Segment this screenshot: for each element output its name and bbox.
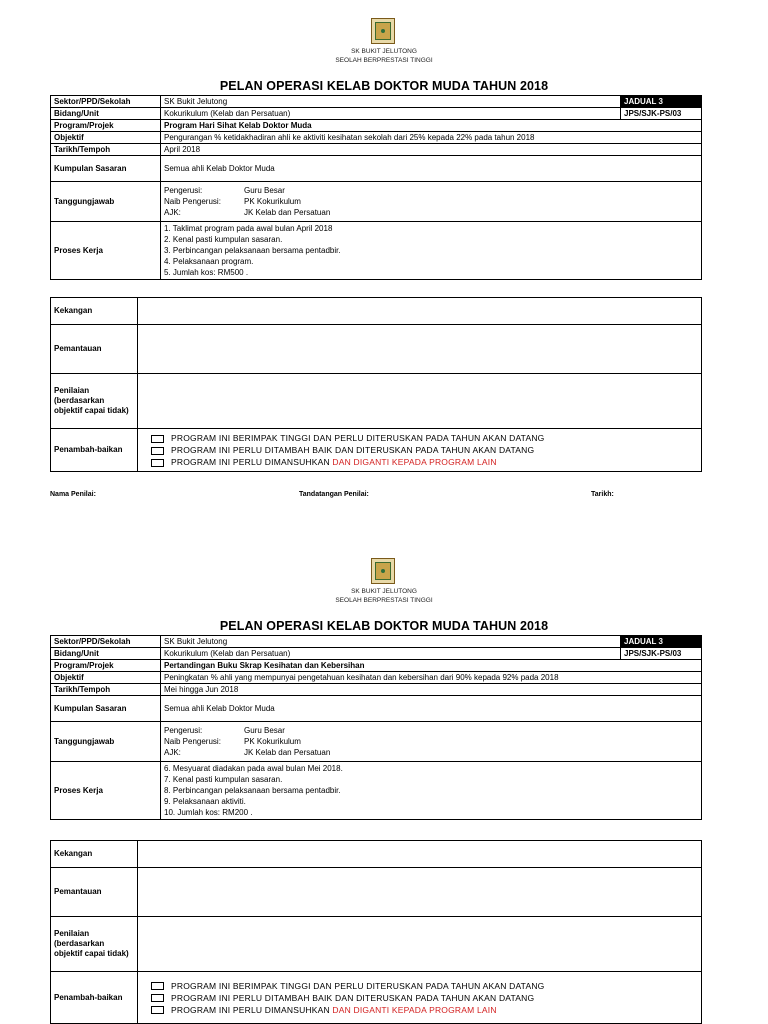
role-value: PK Kokurikulum (244, 197, 301, 206)
label-penilaian: Penilaian (berdasarkan objektif capai tidak) (51, 374, 138, 429)
role-value: PK Kokurikulum (244, 737, 301, 746)
label-objektif: Objektif (51, 132, 161, 144)
label-penilaian: Penilaian (berdasarkan objektif capai tidak) (51, 917, 138, 972)
value-bidang: Kokurikulum (Kelab dan Persatuan) (161, 648, 621, 660)
label-bidang: Bidang/Unit (51, 108, 161, 120)
value-program: Pertandingan Buku Skrap Kesihatan dan Kebersihan (161, 660, 702, 672)
tarikh-label: Tarikh: (591, 491, 614, 498)
proses-step: 1. Taklimat program pada awal bulan April 2018 (164, 224, 333, 233)
school-crest-logo (371, 18, 395, 44)
option-checkbox[interactable] (151, 447, 164, 455)
label-penambahbaikan: Penambah-baikan (51, 972, 138, 1024)
label-program: Program/Projek (51, 120, 161, 132)
option-checkbox[interactable] (151, 982, 164, 990)
value-kumpulan: Semua ahli Kelab Doktor Muda (161, 696, 702, 722)
input-pemantauan[interactable] (138, 868, 702, 917)
option-checkbox[interactable] (151, 1006, 164, 1014)
value-program: Program Hari Sihat Kelab Doktor Muda (161, 120, 702, 132)
label-bidang: Bidang/Unit (51, 648, 161, 660)
label-tarikh: Tarikh/Tempoh (51, 144, 161, 156)
proses-step: 2. Kenal pasti kumpulan sasaran. (164, 235, 283, 244)
role-label: Pengerusi: (164, 726, 203, 735)
option-row (141, 432, 698, 444)
option-label-red: DAN DIGANTI KEPADA PROGRAM LAIN (332, 457, 497, 467)
role-value: Guru Besar (244, 186, 285, 195)
option-label: PROGRAM INI BERIMPAK TINGGI DAN PERLU DITERUSKAN PADA TAHUN AKAN DATANG (171, 433, 545, 443)
proses-step: 7. Kenal pasti kumpulan sasaran. (164, 775, 283, 784)
option-checkbox[interactable] (151, 994, 164, 1002)
option-label: PROGRAM INI PERLU DITAMBAH BAIK DAN DITERUSKAN PADA TAHUN AKAN DATANG (171, 992, 535, 1003)
value-proses (161, 222, 702, 280)
input-kekangan[interactable] (138, 298, 702, 325)
plan-info-table (50, 95, 702, 280)
input-penilaian[interactable] (138, 917, 702, 972)
value-bidang: Kokurikulum (Kelab dan Persatuan) (161, 108, 621, 120)
improvement-options (138, 429, 702, 472)
tandatangan-penilai-label: Tandatangan Penilai: (299, 491, 369, 498)
role-value: Guru Besar (244, 726, 285, 735)
school-motto: SEOLAH BERPRESTASI TINGGI (335, 57, 433, 64)
option-checkbox[interactable] (151, 435, 164, 443)
proses-step: 4. Pelaksanaan program. (164, 257, 254, 266)
label-tanggungjawab: Tanggungjawab (51, 182, 161, 222)
jadual-badge: JADUAL 3 (621, 96, 702, 108)
option-row (141, 992, 698, 1004)
role-label: Naib Pengerusi: (164, 197, 221, 206)
label-kumpulan: Kumpulan Sasaran (51, 156, 161, 182)
proses-step: 9. Pelaksanaan aktiviti. (164, 797, 246, 806)
proses-step: 8. Perbincangan pelaksanaan bersama pentadbir. (164, 786, 341, 795)
label-pemantauan: Pemantauan (51, 325, 138, 374)
value-objektif: Pengurangan % ketidakhadiran ahli ke aktiviti kesihatan sekolah dari 25% kepada 22% pada tahun 2018 (161, 132, 702, 144)
role-value: JK Kelab dan Persatuan (244, 208, 331, 217)
option-label-red: DAN DIGANTI KEPADA PROGRAM LAIN (332, 1004, 497, 1015)
option-label: PROGRAM INI PERLU DIMANSUHKAN (171, 457, 333, 467)
value-sektor: SK Bukit Jelutong (161, 636, 621, 648)
role-label: Naib Pengerusi: (164, 737, 221, 746)
evaluation-table (50, 297, 702, 472)
jadual-badge: JADUAL 3 (621, 636, 702, 648)
option-row (141, 444, 698, 456)
value-objektif: Peningkatan % ahli yang mempunyai pengetahuan kesihatan dan kebersihan dari 90% kepada 92% pada 2018 (161, 672, 702, 684)
label-program: Program/Projek (51, 660, 161, 672)
value-tanggungjawab (161, 722, 702, 762)
value-sektor: SK Bukit Jelutong (161, 96, 621, 108)
value-kumpulan: Semua ahli Kelab Doktor Muda (161, 156, 702, 182)
label-kekangan: Kekangan (51, 841, 138, 868)
label-tarikh: Tarikh/Tempoh (51, 684, 161, 696)
proses-step: 6. Mesyuarat diadakan pada awal bulan Mei 2018. (164, 764, 343, 773)
value-tanggungjawab (161, 182, 702, 222)
label-tanggungjawab: Tanggungjawab (51, 722, 161, 762)
option-row (141, 456, 698, 468)
label-proses: Proses Kerja (51, 222, 161, 280)
page-title: PELAN OPERASI KELAB DOKTOR MUDA TAHUN 2018 (219, 79, 549, 93)
role-label: AJK: (164, 748, 181, 757)
value-tarikh: April 2018 (161, 144, 702, 156)
label-penambahbaikan: Penambah-baikan (51, 429, 138, 472)
option-label: PROGRAM INI PERLU DIMANSUHKAN (171, 1004, 333, 1015)
value-tarikh: Mei hingga Jun 2018 (161, 684, 702, 696)
page-title: PELAN OPERASI KELAB DOKTOR MUDA TAHUN 2018 (219, 619, 549, 633)
school-motto: SEOLAH BERPRESTASI TINGGI (335, 597, 433, 604)
option-checkbox[interactable] (151, 459, 164, 467)
option-label: PROGRAM INI BERIMPAK TINGGI DAN PERLU DITERUSKAN PADA TAHUN AKAN DATANG (171, 980, 545, 991)
school-name: SK BUKIT JELUTONG (351, 48, 417, 55)
improvement-options (138, 972, 702, 1024)
school-name: SK BUKIT JELUTONG (351, 588, 417, 595)
proses-step: 3. Perbincangan pelaksanaan bersama pentadbir. (164, 246, 341, 255)
label-sektor: Sektor/PPD/Sekolah (51, 96, 161, 108)
nama-penilai-label: Nama Penilai: (50, 491, 96, 498)
role-label: Pengerusi: (164, 186, 203, 195)
evaluation-table (50, 840, 702, 1024)
school-crest-logo (371, 558, 395, 584)
label-kumpulan: Kumpulan Sasaran (51, 696, 161, 722)
input-penilaian[interactable] (138, 374, 702, 429)
role-label: AJK: (164, 208, 181, 217)
document-code: JPS/SJK-PS/03 (621, 648, 702, 660)
input-pemantauan[interactable] (138, 325, 702, 374)
label-sektor: Sektor/PPD/Sekolah (51, 636, 161, 648)
role-value: JK Kelab dan Persatuan (244, 748, 331, 757)
label-objektif: Objektif (51, 672, 161, 684)
label-kekangan: Kekangan (51, 298, 138, 325)
proses-step: 5. Jumlah kos: RM500 . (164, 268, 249, 277)
proses-step: 10. Jumlah kos: RM200 . (164, 808, 253, 817)
value-proses (161, 762, 702, 820)
option-label: PROGRAM INI PERLU DITAMBAH BAIK DAN DITERUSKAN PADA TAHUN AKAN DATANG (171, 445, 535, 455)
input-kekangan[interactable] (138, 841, 702, 868)
document-code: JPS/SJK-PS/03 (621, 108, 702, 120)
plan-page-2 (0, 540, 768, 1024)
plan-info-table (50, 635, 702, 820)
label-proses: Proses Kerja (51, 762, 161, 820)
option-row (141, 1004, 698, 1016)
label-pemantauan: Pemantauan (51, 868, 138, 917)
option-row (141, 980, 698, 992)
